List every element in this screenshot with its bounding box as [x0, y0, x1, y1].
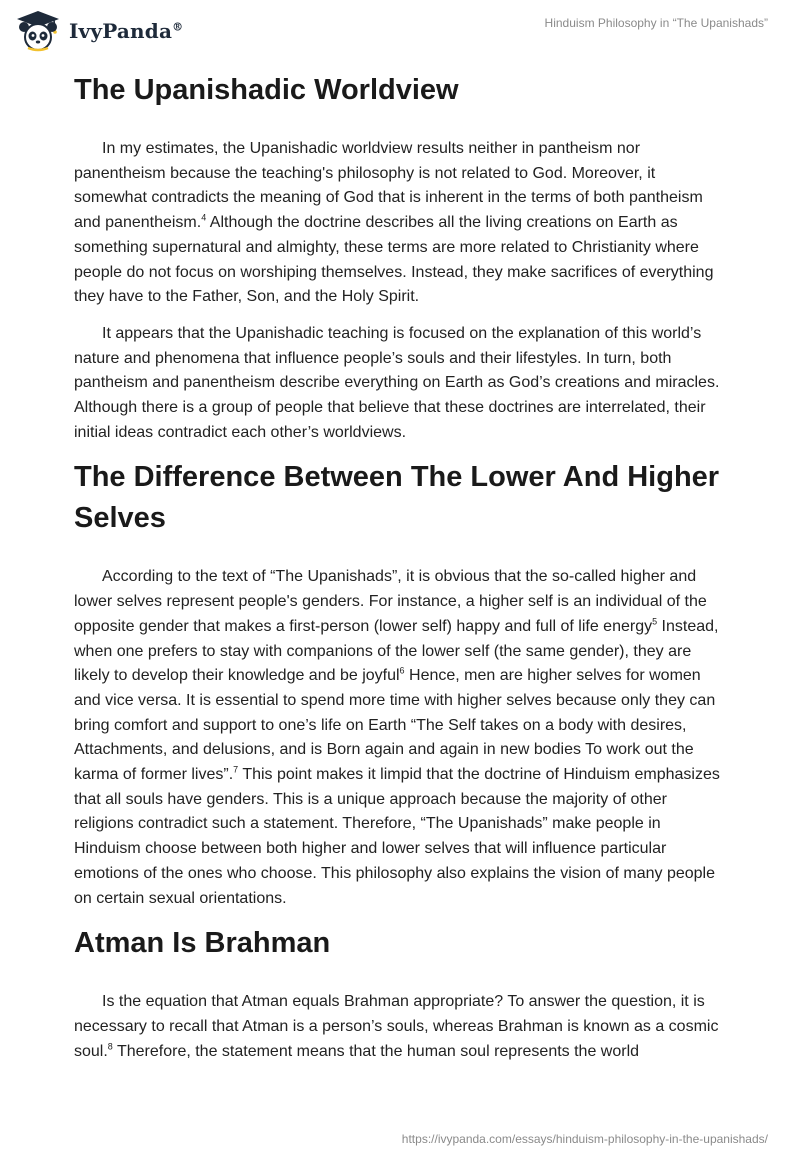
paragraph: According to the text of “The Upanishads”, it is obvious that the so-called higher and lower selves represent people's genders. For instance, a higher self is an individual of the opposite gender that makes a first-person (lower self) happy and full of life energy$^5$ Instead, when one prefers to stay with companions of the lower self (the same gender), they are likely to develop their knowledge and be joyful$^6$ Hence, men are higher selves for women and vice versa. It is essential to spend more time with higher selves because only they can bring comfort and support to one’s life on Earth “The Self takes on a body with desires, Attachments, and delusions, and is Born again and again in new bodies To work out the karma of former lives”.$^7$ This point makes it limpid that the doctrine of Hinduism emphasizes that all souls have genders. This is a unique approach because the majority of other religions contradict such a statement. Therefore, “The Upanishads” make people in Hinduism choose between both higher and lower selves that will influence particular emotions of the ones who choose. This philosophy also explains the vision of many people on certain sexual orientations.	[74, 568, 720, 907]
section-heading: The Upanishadic Worldview	[74, 74, 459, 106]
footnote-ref: 6	[399, 665, 405, 676]
source-url-link[interactable]: https://ivypanda.com/essays/hinduism-philosophy-in-the-upanishads/	[401, 1132, 768, 1146]
footnote-ref: 4	[201, 212, 207, 223]
document-title: Hinduism Philosophy in “The Upanishads”	[544, 16, 768, 30]
footnote-ref: 7	[233, 764, 239, 775]
paragraph: It appears that the Upanishadic teaching is focused on the explanation of this world’s nature and phenomena that influence people’s souls and their lifestyles. In turn, both pantheism and panentheism describe everything on Earth as God’s creations and miracles. Although there is a group of people that believe that these doctrines are interrelated, their initial ideas contradict each other’s worldviews.	[74, 324, 720, 441]
paragraph: Is the equation that Atman equals Brahman appropriate? To answer the question, it is necessary to recall that Atman is a person’s souls, whereas Brahman is known as a cosmic soul.$^8$ Therefore, the statement means that the human soul represents the world	[74, 993, 719, 1060]
brand-name-text: IvyPanda	[69, 19, 173, 43]
section-heading: The Difference Between The Lower And Higher Selves	[74, 461, 720, 535]
brand-name	[69, 19, 183, 43]
ivypanda-logo[interactable]	[15, 10, 183, 52]
section-heading: Atman Is Brahman	[74, 927, 331, 960]
panda-logo-icon	[15, 10, 61, 52]
page-header	[0, 0, 800, 60]
registered-mark: ®	[172, 20, 184, 34]
essay-content	[74, 70, 724, 1076]
footnote-ref: 5	[652, 616, 658, 627]
paragraph: In my estimates, the Upanishadic worldview results neither in pantheism nor panentheism because the teaching's philosophy is not related to God. Moreover, it somewhat contradicts the meaning of God that is inherent in the terms of both pantheism and panentheism.$^4$ Although the doctrine describes all the living creations on Earth as something supernatural and almighty, these terms are more related to Christianity where people do not focus on worshiping themselves. Instead, they make sacrifices of everything they have to the Father, Son, and the Holy Spirit.	[74, 140, 714, 306]
footnote-ref: 8	[107, 1041, 113, 1052]
